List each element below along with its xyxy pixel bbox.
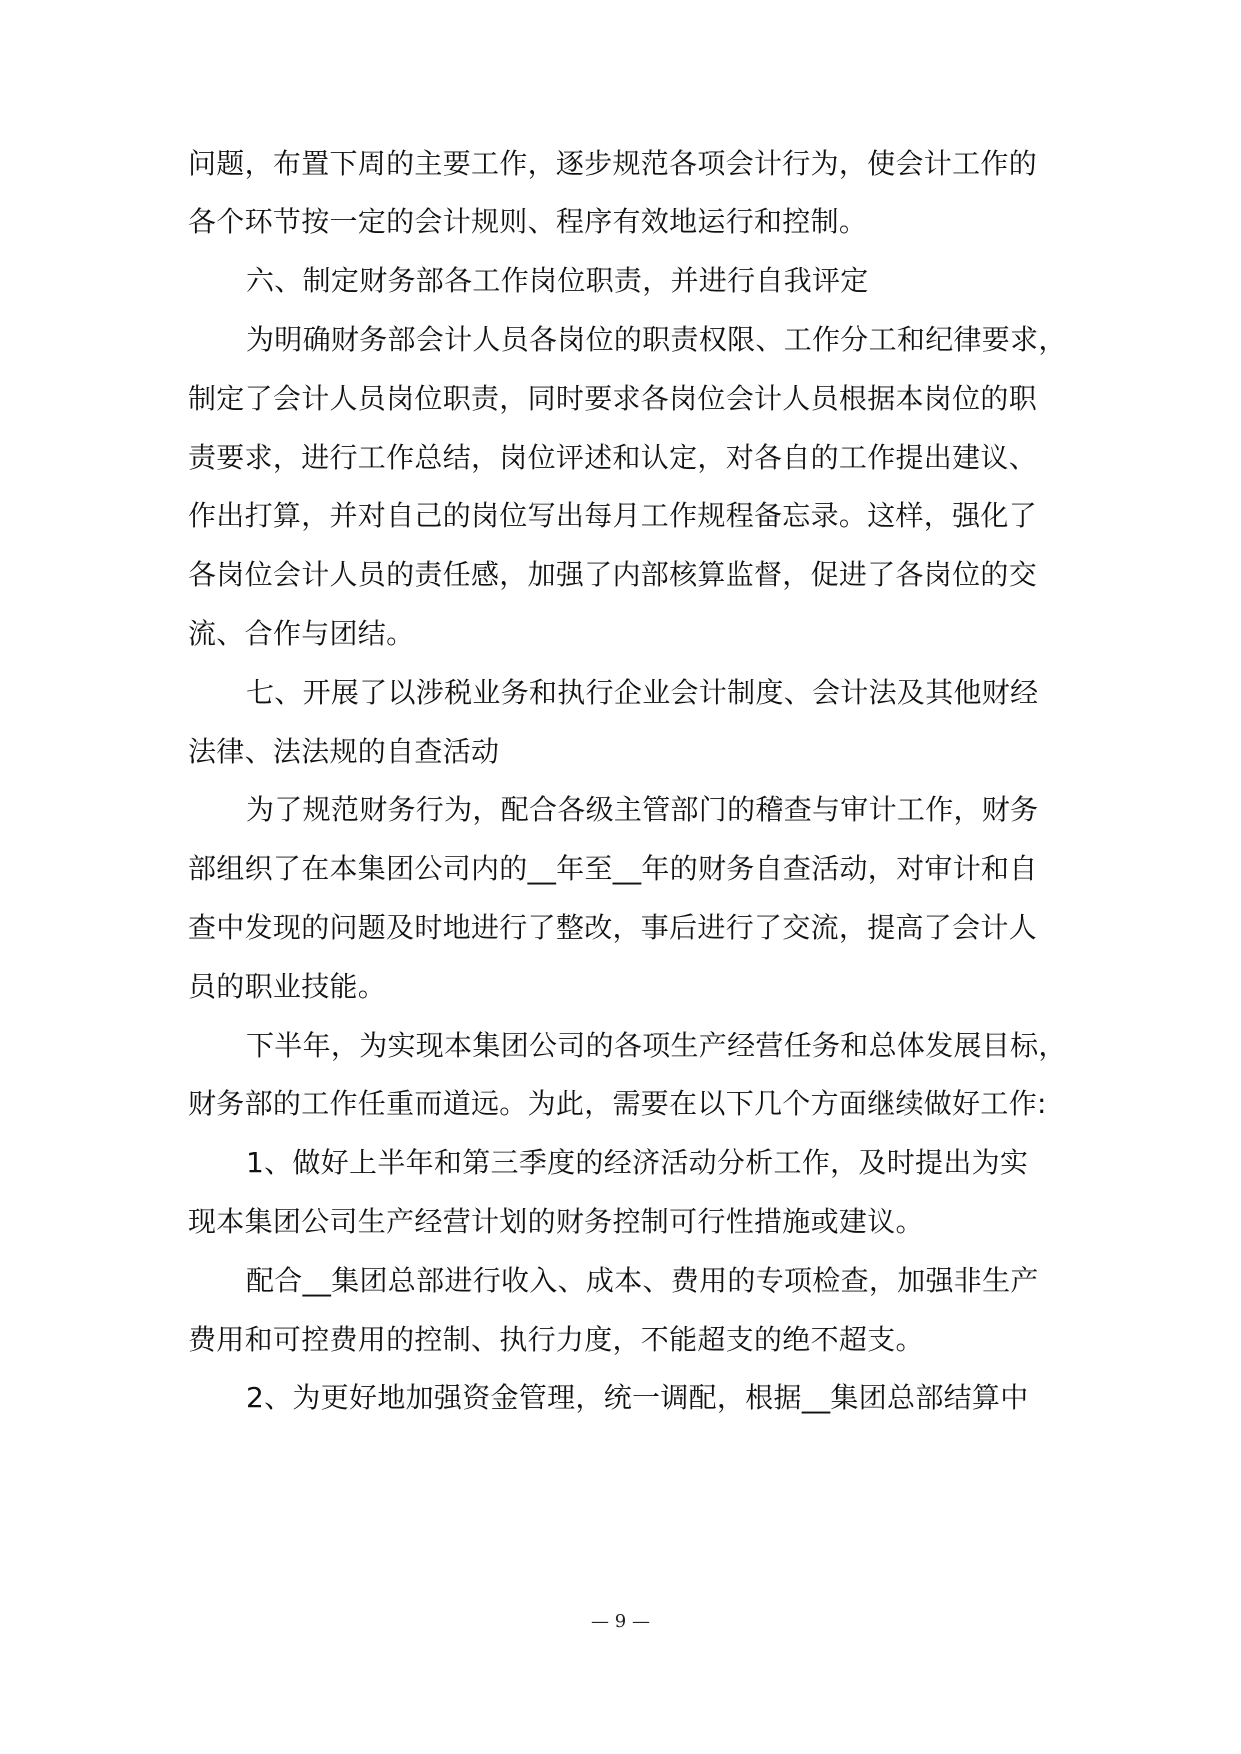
text-line: 责要求，进行工作总结，岗位评述和认定，对各自的工作提出建议、 [188, 441, 1038, 474]
text-line: 查中发现的问题及时地进行了整改，事后进行了交流，提高了会计人 [188, 911, 1038, 944]
text-line: 配合__集团总部进行收入、成本、费用的专项检查，加强非生产 [246, 1264, 1039, 1297]
list-item: 2、为更好地加强资金管理，统一调配，根据__集团总部结算中 [246, 1381, 1029, 1414]
section-heading: 七、开展了以涉税业务和执行企业会计制度、会计法及其他财经 [246, 676, 1039, 709]
text-line: 下半年，为实现本集团公司的各项生产经营任务和总体发展目标， [246, 1029, 1067, 1062]
text-line: 各个环节按一定的会计规则、程序有效地运行和控制。 [188, 205, 868, 238]
text-line: 作出打算，并对自己的岗位写出每月工作规程备忘录。这样，强化了 [188, 499, 1038, 532]
text-line: 现本集团公司生产经营计划的财务控制可行性措施或建议。 [188, 1205, 924, 1238]
text-line: 流、合作与团结。 [188, 617, 415, 650]
text-line: 制定了会计人员岗位职责，同时要求各岗位会计人员根据本岗位的职 [188, 382, 1038, 415]
page-number: — 9 — [591, 1611, 650, 1632]
text-line: 部组织了在本集团公司内的__年至__年的财务自查活动，对审计和自 [188, 852, 1038, 885]
text-line: 费用和可控费用的控制、执行力度，不能超支的绝不超支。 [188, 1323, 924, 1356]
text-line: 问题，布置下周的主要工作，逐步规范各项会计行为，使会计工作的 [188, 147, 1038, 180]
text-line: 财务部的工作任重而道远。为此，需要在以下几个方面继续做好工作: [188, 1087, 1047, 1120]
text-line: 各岗位会计人员的责任感，加强了内部核算监督，促进了各岗位的交 [188, 558, 1038, 591]
list-item: 1、做好上半年和第三季度的经济活动分析工作，及时提出为实 [246, 1146, 1029, 1179]
section-heading: 六、制定财务部各工作岗位职责，并进行自我评定 [246, 264, 869, 297]
text-line: 员的职业技能。 [188, 970, 387, 1003]
text-line: 为明确财务部会计人员各岗位的职责权限、工作分工和纪律要求， [246, 323, 1067, 356]
section-heading: 法律、法法规的自查活动 [188, 735, 500, 768]
text-line: 为了规范财务行为，配合各级主管部门的稽查与审计工作，财务 [246, 793, 1039, 826]
